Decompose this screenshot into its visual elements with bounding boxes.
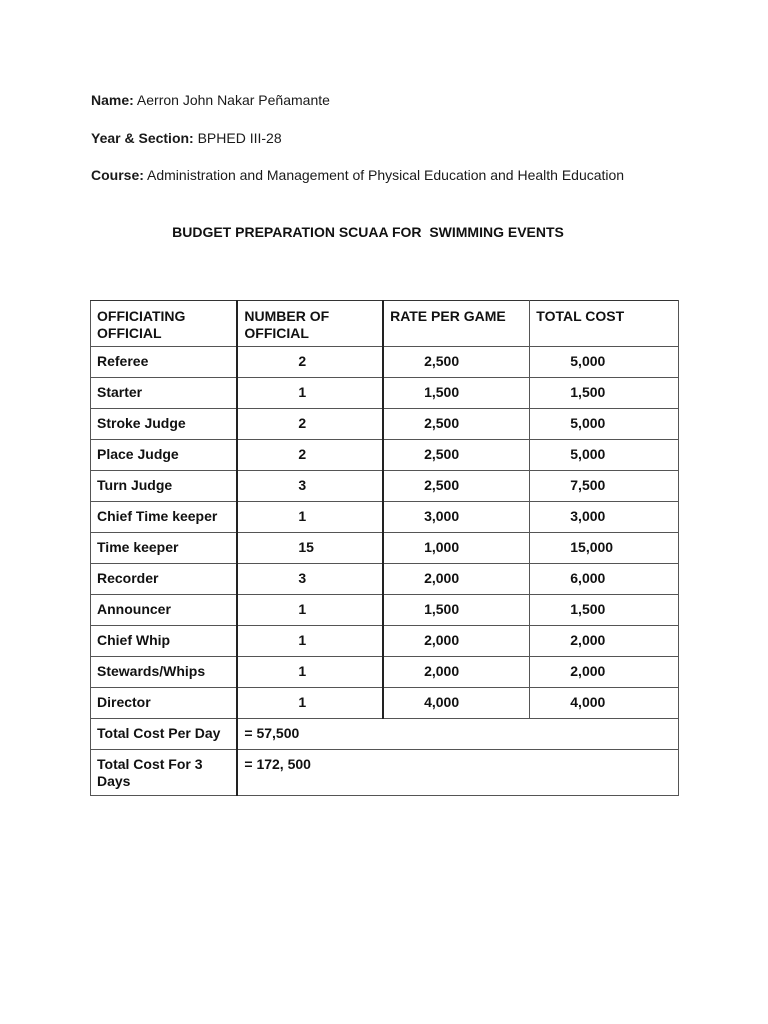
table-row xyxy=(91,626,679,657)
table-row xyxy=(91,595,679,626)
rate-cell: 2,500 xyxy=(383,409,530,440)
table-row xyxy=(91,471,679,502)
table-row xyxy=(91,502,679,533)
summary-value: = 172, 500 xyxy=(237,750,678,796)
table-body xyxy=(91,347,679,719)
total-cell: 5,000 xyxy=(530,347,679,378)
number-cell: 3 xyxy=(237,471,383,502)
number-cell: 15 xyxy=(237,533,383,564)
name-label: Name: xyxy=(91,92,134,108)
number-cell: 1 xyxy=(237,626,383,657)
total-cell: 2,000 xyxy=(530,626,679,657)
table-row xyxy=(91,409,679,440)
section-line xyxy=(91,130,282,147)
total-cell: 1,500 xyxy=(530,595,679,626)
rate-cell: 2,500 xyxy=(383,347,530,378)
official-cell: Referee xyxy=(91,347,238,378)
rate-cell: 1,500 xyxy=(383,378,530,409)
section-value: BPHED III-28 xyxy=(193,130,282,146)
course-value: Administration and Management of Physical Education and Health Education xyxy=(143,167,625,183)
summary-row-per-day xyxy=(91,719,679,750)
official-cell: Turn Judge xyxy=(91,471,238,502)
total-cell: 5,000 xyxy=(530,440,679,471)
column-header-official: OFFICIATING OFFICIAL xyxy=(91,301,238,347)
number-cell: 1 xyxy=(237,378,383,409)
table-row xyxy=(91,657,679,688)
number-cell: 3 xyxy=(237,564,383,595)
table-row xyxy=(91,378,679,409)
name-value: Aerron John Nakar Peñamante xyxy=(133,92,330,108)
total-cell: 3,000 xyxy=(530,502,679,533)
official-cell: Time keeper xyxy=(91,533,238,564)
rate-cell: 2,500 xyxy=(383,440,530,471)
summary-value: = 57,500 xyxy=(237,719,678,750)
budget-table xyxy=(90,300,679,796)
number-cell: 1 xyxy=(237,595,383,626)
summary-label: Total Cost Per Day xyxy=(91,719,238,750)
rate-cell: 2,000 xyxy=(383,626,530,657)
rate-cell: 2,500 xyxy=(383,471,530,502)
document-title: BUDGET PREPARATION SCUAA FOR SWIMMING EVENTS xyxy=(172,224,564,240)
total-cell: 6,000 xyxy=(530,564,679,595)
number-cell: 2 xyxy=(237,347,383,378)
official-cell: Director xyxy=(91,688,238,719)
table-row xyxy=(91,440,679,471)
number-cell: 1 xyxy=(237,502,383,533)
total-cell: 1,500 xyxy=(530,378,679,409)
table-header-row xyxy=(91,301,679,347)
summary-label: Total Cost For 3 Days xyxy=(91,750,238,796)
official-cell: Stroke Judge xyxy=(91,409,238,440)
number-cell: 2 xyxy=(237,409,383,440)
rate-cell: 4,000 xyxy=(383,688,530,719)
table-row xyxy=(91,688,679,719)
number-cell: 2 xyxy=(237,440,383,471)
rate-cell: 2,000 xyxy=(383,657,530,688)
summary-row-three-days xyxy=(91,750,679,796)
official-cell: Starter xyxy=(91,378,238,409)
official-cell: Chief Time keeper xyxy=(91,502,238,533)
number-cell: 1 xyxy=(237,688,383,719)
table-row xyxy=(91,533,679,564)
total-cell: 15,000 xyxy=(530,533,679,564)
column-header-total: TOTAL COST xyxy=(530,301,679,347)
section-label: Year & Section: xyxy=(91,130,194,146)
total-cell: 4,000 xyxy=(530,688,679,719)
official-cell: Stewards/Whips xyxy=(91,657,238,688)
total-cell: 2,000 xyxy=(530,657,679,688)
official-cell: Recorder xyxy=(91,564,238,595)
name-line xyxy=(91,92,330,109)
total-cell: 7,500 xyxy=(530,471,679,502)
course-line xyxy=(91,167,624,184)
course-label: Course: xyxy=(91,167,144,183)
column-header-rate: RATE PER GAME xyxy=(383,301,530,347)
number-cell: 1 xyxy=(237,657,383,688)
rate-cell: 2,000 xyxy=(383,564,530,595)
total-cell: 5,000 xyxy=(530,409,679,440)
official-cell: Announcer xyxy=(91,595,238,626)
official-cell: Place Judge xyxy=(91,440,238,471)
official-cell: Chief Whip xyxy=(91,626,238,657)
column-header-number: NUMBER OF OFFICIAL xyxy=(237,301,383,347)
rate-cell: 1,000 xyxy=(383,533,530,564)
rate-cell: 3,000 xyxy=(383,502,530,533)
table-row xyxy=(91,347,679,378)
table-row xyxy=(91,564,679,595)
rate-cell: 1,500 xyxy=(383,595,530,626)
